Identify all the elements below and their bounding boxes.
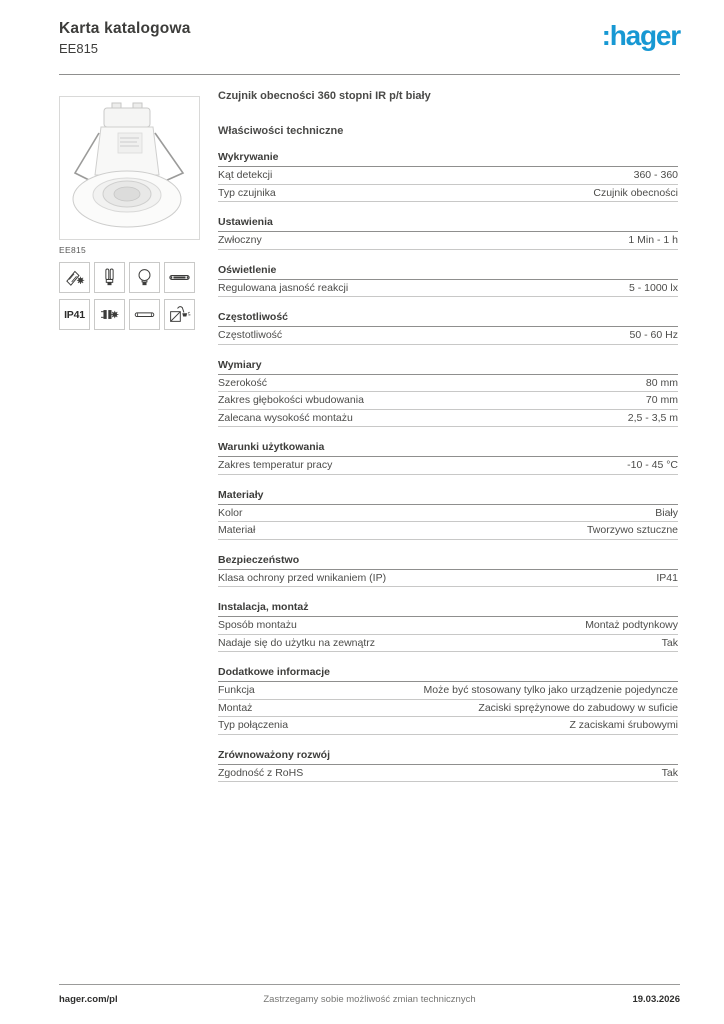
spec-row (218, 410, 678, 428)
spec-label: Typ połączenia (218, 719, 289, 731)
ip-rating-text: IP41 (64, 308, 85, 321)
document-title: Karta katalogowa (59, 20, 191, 37)
tech-properties-label: Właściwości techniczne (218, 125, 344, 137)
spec-rows (218, 570, 678, 588)
product-image-frame (59, 96, 200, 240)
spec-value: 1 Min - 1 h (628, 234, 678, 246)
spec-value: 5 - 1000 lx (628, 281, 678, 294)
spec-value: 360 - 360 (633, 169, 678, 181)
spec-value: 50 - 60 Hz (629, 329, 678, 341)
fluorescent-tube-icon (164, 262, 195, 293)
spec-section (218, 264, 678, 298)
spec-label: Zalecana wysokość montażu (218, 411, 353, 424)
ceiling-mount-icon (164, 299, 195, 330)
spec-section (218, 601, 678, 652)
header-title-block (59, 20, 191, 56)
product-image-caption: EE815 (59, 245, 87, 255)
spec-rows (218, 280, 678, 298)
spec-label: Montaż (218, 701, 253, 714)
spec-row (218, 185, 678, 203)
spec-section-heading: Materiały (218, 489, 678, 505)
spec-value: 2,5 - 3,5 m (627, 411, 678, 424)
spec-section-heading: Warunki użytkowania (218, 441, 678, 457)
spec-value: Tak (661, 766, 678, 779)
spec-section (218, 554, 678, 588)
spec-section-heading: Bezpieczeństwo (218, 554, 678, 570)
spec-value: Tak (661, 636, 678, 649)
transformer-electronic-icon (94, 299, 125, 330)
spec-value: 70 mm (645, 394, 678, 406)
spec-label: Szerokość (218, 376, 268, 389)
spec-row (218, 392, 678, 410)
spec-section (218, 441, 678, 475)
incandescent-bulb-icon (129, 262, 160, 293)
footer-website: hager.com/pl (59, 994, 118, 1005)
spec-section-heading: Ustawienia (218, 216, 678, 232)
spec-sections (218, 151, 678, 782)
feature-icon-grid (59, 262, 200, 330)
spec-rows (218, 617, 678, 652)
spec-row (218, 765, 678, 783)
spec-section (218, 311, 678, 345)
footer-date: 19.03.2026 (632, 994, 680, 1005)
spec-value: Czujnik obecności (593, 186, 678, 199)
spec-value: IP41 (656, 571, 678, 584)
spec-section (218, 359, 678, 428)
spec-row (218, 682, 678, 700)
spec-rows (218, 232, 678, 250)
spec-section-heading: Wymiary (218, 359, 678, 375)
spec-row (218, 232, 678, 250)
spec-section-heading: Instalacja, montaż (218, 601, 678, 617)
spec-label: Zgodność z RoHS (218, 766, 304, 779)
spec-label: Sposób montażu (218, 619, 297, 631)
spec-row (218, 280, 678, 298)
spec-label: Materiał (218, 524, 256, 536)
spec-section (218, 489, 678, 540)
spec-rows (218, 375, 678, 428)
spec-row (218, 635, 678, 653)
cfl-lamp-icon (94, 262, 125, 293)
spec-value: Z zaciskami śrubowymi (569, 719, 678, 731)
spec-row (218, 522, 678, 540)
spec-value: Może być stosowany tylko jako urządzenie pojedyncze (423, 684, 678, 696)
spec-section-heading: Oświetlenie (218, 264, 678, 280)
spec-section-heading: Częstotliwość (218, 311, 678, 327)
spec-row (218, 505, 678, 523)
spec-label: Zakres temperatur pracy (218, 459, 333, 471)
spec-label: Kolor (218, 506, 243, 519)
ip41-badge (59, 299, 90, 330)
left-column (59, 96, 200, 330)
led-tube-icon (129, 299, 160, 330)
spec-rows (218, 167, 678, 202)
spec-row (218, 717, 678, 735)
spec-label: Zakres głębokości wbudowania (218, 394, 364, 406)
spec-label: Typ czujnika (218, 186, 276, 199)
spec-value: Zaciski sprężynowe do zabudowy w suficie (478, 701, 678, 714)
spec-column (218, 90, 678, 782)
spec-label: Klasa ochrony przed wnikaniem (IP) (218, 571, 387, 584)
hager-logo: :hager (601, 20, 680, 51)
spec-rows (218, 457, 678, 475)
spec-rows (218, 765, 678, 783)
spec-row (218, 167, 678, 185)
spec-section-heading: Wykrywanie (218, 151, 678, 167)
product-image (63, 99, 196, 237)
footer-disclaimer: Zastrzegamy sobie możliwość zmian technicznych (263, 994, 476, 1005)
spec-section (218, 151, 678, 202)
spec-value: -10 - 45 °C (627, 459, 678, 471)
spec-rows (218, 505, 678, 540)
spec-row (218, 457, 678, 475)
halogen-lamp-electronic-icon (59, 262, 90, 293)
spec-row (218, 375, 678, 393)
spec-value: Tworzywo sztuczne (586, 524, 678, 536)
spec-label: Kąt detekcji (218, 169, 273, 181)
spec-row (218, 617, 678, 635)
spec-section-heading: Zrównoważony rozwój (218, 749, 678, 765)
spec-row (218, 327, 678, 345)
spec-label: Nadaje się do użytku na zewnątrz (218, 636, 376, 649)
spec-row (218, 570, 678, 588)
spec-label: Funkcja (218, 684, 255, 696)
spec-label: Regulowana jasność reakcji (218, 281, 349, 294)
spec-row (218, 700, 678, 718)
spec-rows (218, 327, 678, 345)
spec-value: Biały (655, 506, 678, 519)
spec-label: Częstotliwość (218, 329, 283, 341)
spec-section (218, 216, 678, 250)
spec-section-heading: Dodatkowe informacje (218, 666, 678, 682)
spec-value: 80 mm (645, 376, 678, 389)
page-header (59, 20, 680, 75)
spec-section (218, 749, 678, 783)
spec-section (218, 666, 678, 735)
spec-rows (218, 682, 678, 735)
product-reference: EE815 (59, 41, 99, 56)
spec-value: Montaż podtynkowy (585, 619, 678, 631)
spec-label: Zwłoczny (218, 234, 262, 246)
product-title: Czujnik obecności 360 stopni IR p/t biały (218, 90, 431, 102)
page-footer (59, 984, 680, 1005)
